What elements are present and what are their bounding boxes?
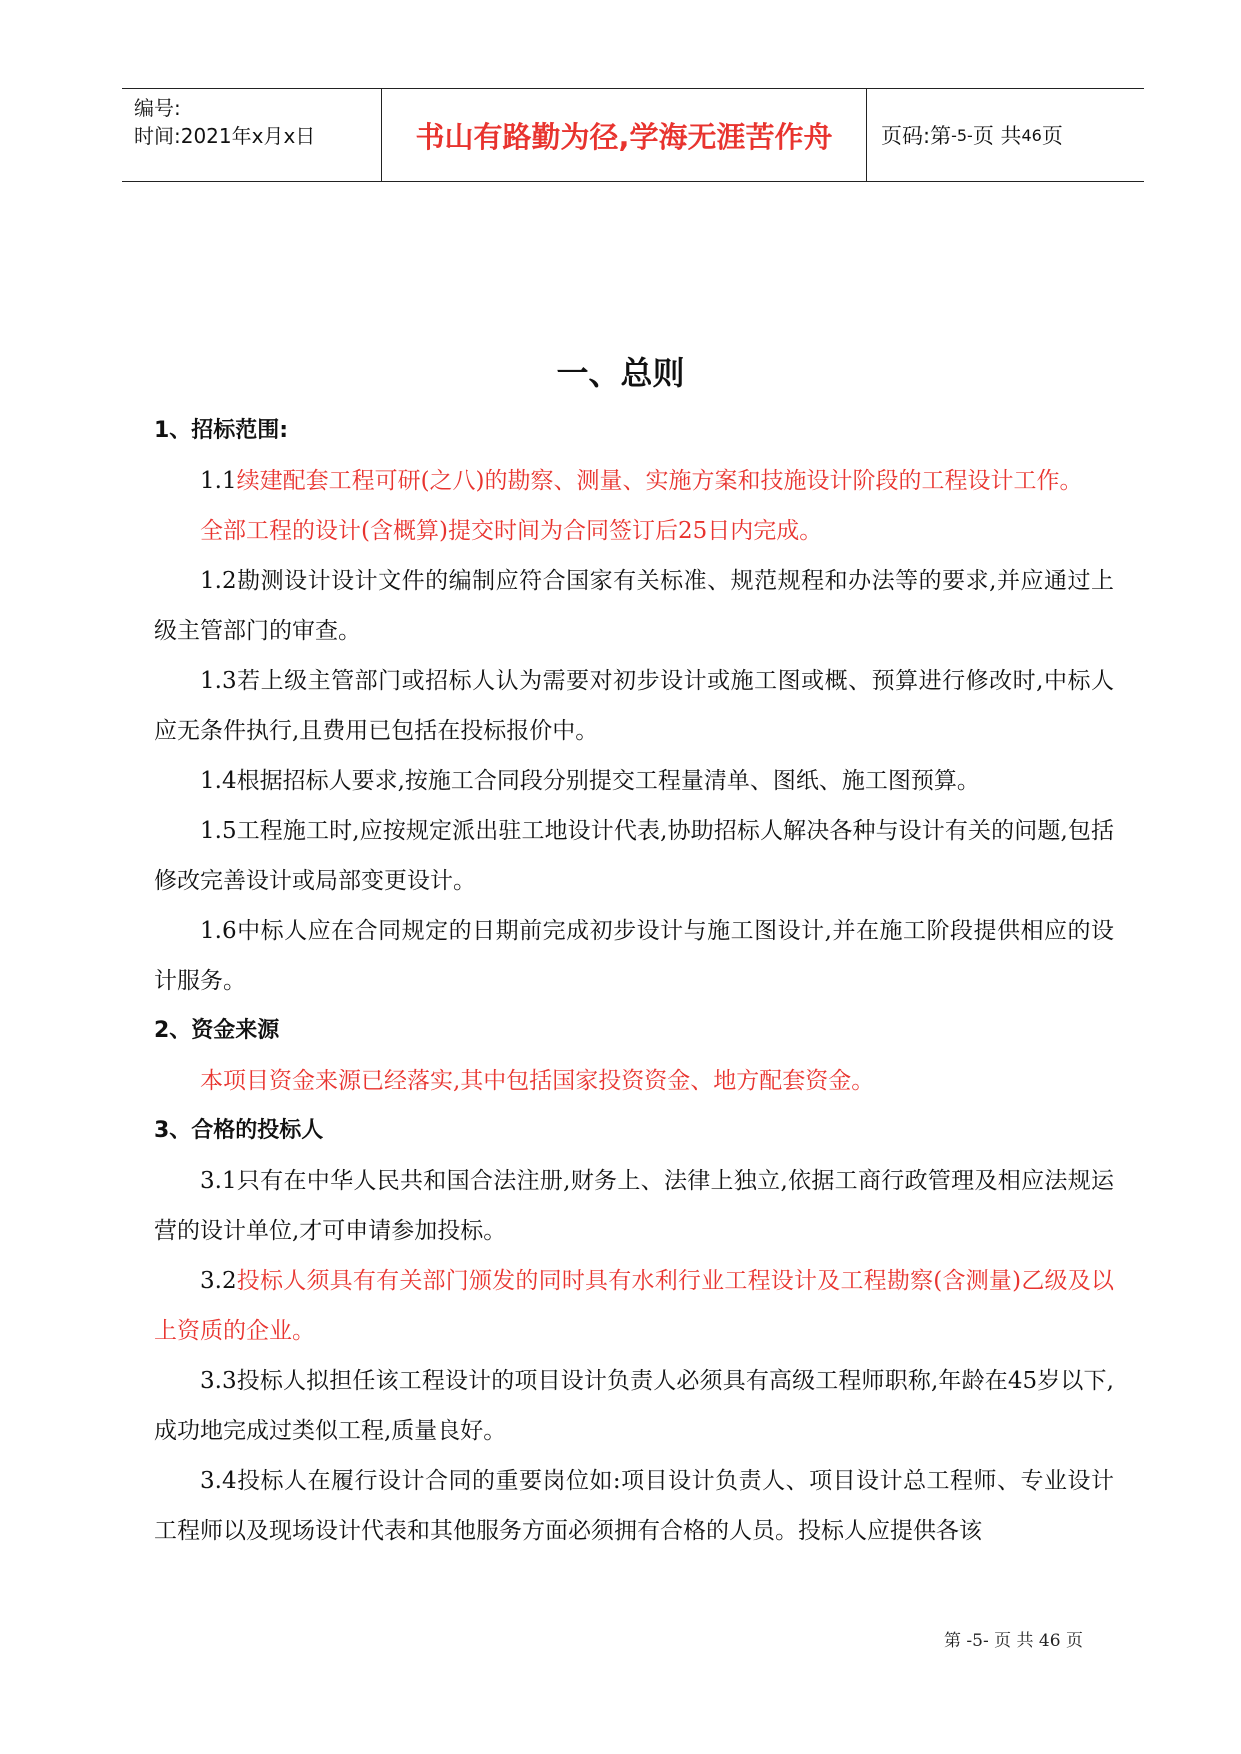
header-meta: [122, 89, 382, 181]
paragraph-3-4: 3.4投标人在履行设计合同的重要岗位如:项目设计负责人、项目设计总工程师、专业设计工程师以及现场设计代表和其他服务方面必须拥有合格的人员。投标人应提供各该: [154, 1468, 1114, 1544]
time-label: 时间:2021年x月x日: [134, 124, 316, 148]
paragraph-1-6: 1.6中标人应在合同规定的日期前完成初步设计与施工图设计,并在施工阶段提供相应的设计服务。: [154, 918, 1114, 994]
para-number: 1.1: [200, 468, 237, 494]
paragraph-1-4: 1.4根据招标人要求,按施工合同段分别提交工程量清单、图纸、施工图预算。: [200, 768, 980, 794]
paragraph-1-1: [154, 456, 1114, 506]
page-mid: 页 共: [972, 124, 1022, 148]
page-prefix: 页码:第: [881, 124, 952, 148]
para-text: 投标人须具有有关部门颁发的同时具有水利行业工程设计及工程勘察(含测量)乙级及以上资质的企业。: [154, 1268, 1114, 1344]
page-total: 46: [1021, 125, 1042, 145]
header-page-number: [867, 89, 1144, 181]
page-header: [122, 88, 1144, 182]
section-heading-bidders: 3、合格的投标人: [154, 1118, 324, 1143]
paragraph-3-3: 3.3投标人拟担任该工程设计的项目设计负责人必须具有高级工程师职称,年龄在45岁以下,成功地完成过类似工程,质量良好。: [154, 1368, 1114, 1444]
paragraph-1-3: 1.3若上级主管部门或招标人认为需要对初步设计或施工图或概、预算进行修改时,中标人应无条件执行,且费用已包括在投标报价中。: [154, 668, 1114, 744]
page-title: 一、总则: [556, 354, 685, 392]
section-heading-scope: 1、招标范围:: [154, 418, 289, 443]
para-number: 3.2: [200, 1268, 237, 1294]
number-label: 编号:: [134, 96, 181, 120]
paragraph-1-1b: 全部工程的设计(含概算)提交时间为合同签订后25日内完成。: [200, 518, 823, 544]
header-motto: 书山有路勤为径,学海无涯苦作舟: [382, 89, 867, 181]
page-footer: 第 -5- 页 共 46 页: [944, 1631, 1083, 1651]
paragraph-2: 本项目资金来源已经落实,其中包括国家投资资金、地方配套资金。: [200, 1068, 875, 1094]
document-body: [154, 406, 1114, 1556]
page-suffix: 页: [1041, 124, 1063, 148]
paragraph-1-2: 1.2勘测设计设计文件的编制应符合国家有关标准、规范规程和办法等的要求,并应通过上级主管部门的审查。: [154, 568, 1114, 644]
paragraph-3-2: [154, 1256, 1114, 1356]
para-text: 续建配套工程可研(之八)的勘察、测量、实施方案和技施设计阶段的工程设计工作。: [236, 468, 1083, 494]
page-current: -5-: [951, 125, 973, 145]
section-heading-funding: 2、资金来源: [154, 1018, 280, 1043]
paragraph-3-1: 3.1只有在中华人民共和国合法注册,财务上、法律上独立,依据工商行政管理及相应法规运营的设计单位,才可申请参加投标。: [154, 1168, 1114, 1244]
paragraph-1-5: 1.5工程施工时,应按规定派出驻工地设计代表,协助招标人解决各种与设计有关的问题,包括修改完善设计或局部变更设计。: [154, 818, 1114, 894]
